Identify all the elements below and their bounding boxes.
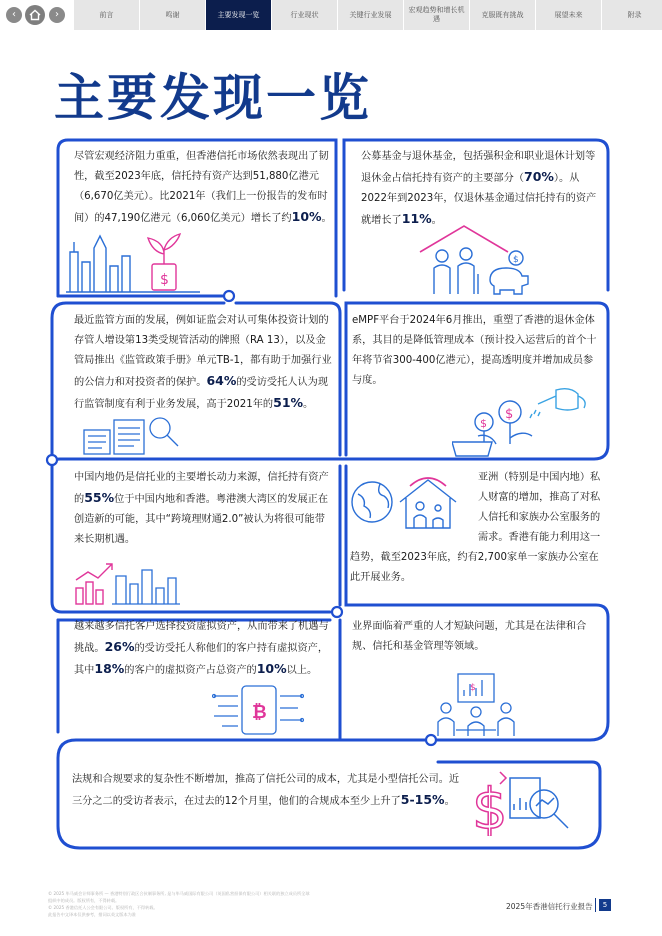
finding-talent-shortage — [352, 617, 602, 657]
bitcoin-phone-circuit-icon — [212, 684, 304, 736]
finding-1-highlight: 10% — [291, 209, 322, 224]
finding-5-highlight: 55% — [84, 490, 115, 505]
city-plant-money-icon — [64, 228, 204, 294]
finding-7-text-b: 的受访受托人称他们的客户持有虚拟资产，其中 — [74, 643, 329, 676]
money-plant-watering-icon — [452, 382, 592, 458]
finding-virtual-assets — [74, 617, 336, 681]
finding-9-text-b: 。 — [444, 796, 455, 807]
tab-key-findings[interactable]: 主要发现一览 — [206, 0, 271, 30]
svg-text:$: $ — [505, 407, 514, 422]
legal-line-3: © 2025 香港信托人公会有限公司。版权所有，不得转载。 — [48, 905, 158, 910]
page-number: 5 — [599, 899, 611, 911]
retirees-house-piggybank-icon — [418, 224, 548, 296]
finding-mainland-growth — [74, 468, 334, 550]
legal-line-4: 此报告中文译本仅供参考，措词以英文版本为准 — [48, 912, 136, 917]
page-title: 主要发现一览 — [54, 69, 372, 127]
svg-text:$: $ — [480, 417, 487, 430]
tab-challenges[interactable]: 克服既有挑战 — [470, 0, 535, 30]
finding-3-text-b: 的受访受托人认为现行监管制度有利于业务发展，高于2021年的 — [74, 377, 329, 410]
finding-7-text-c: 的客户的虚拟资产占总资产的 — [124, 665, 257, 676]
team-presentation-icon — [436, 672, 518, 740]
finding-retirement-funds — [361, 147, 599, 231]
legal-footnote — [48, 890, 408, 918]
finding-1-text: 尽管宏观经济阻力重重，但香港信托市场依然表现出了韧性，截至2023年底，信托持有资产达到51,880亿港元（6,670亿美元）。比2021年（我们上一份报告的发布时间）的47,190亿港元（6,060亿美元）增长了约 — [74, 151, 329, 224]
finding-8-text: 业界面临着严重的人才短缺问题，尤其是在法律和合规、信托和基金管理等领域。 — [352, 621, 587, 652]
finding-4-text: eMPF平台于2024年6月推出，重塑了香港的退休金体系，其目的是降低管理成本（预计投入运营后的首个十年将节省300-400亿港元），提高透明度并增加成员参与度。 — [352, 315, 597, 386]
tab-macro-trends[interactable]: 宏观趋势和增长机遇 — [404, 0, 469, 30]
finding-2-highlight-2: 11% — [401, 211, 432, 226]
finding-2-text-b: ）。从2022年到2023年，仅退休基金通过信托持有的资产就增长了 — [361, 173, 597, 226]
growth-chart-city-icon — [72, 558, 184, 606]
finding-empf-platform — [352, 311, 602, 391]
finding-9-highlight: 5-15% — [400, 792, 445, 807]
finding-compliance-costs — [72, 770, 462, 812]
finding-3-text-c: 。 — [303, 399, 314, 410]
tab-industry-status[interactable]: 行业现状 — [272, 0, 337, 30]
svg-text:$: $ — [470, 683, 476, 693]
connector-dot — [224, 291, 234, 301]
finding-5-text-b: 位于中国内地和香港。粤港澳大湾区的发展正在创造新的可能，其中“跨境理财通2.0”被认为将很可能带来长期机遇。 — [74, 494, 329, 545]
finding-regulatory-developments — [74, 311, 332, 415]
tab-key-developments[interactable]: 关键行业发展 — [338, 0, 403, 30]
report-name: 2025年香港信托行业报告 — [506, 902, 593, 911]
connector-dot — [426, 735, 436, 745]
finding-1-text-end: 。 — [321, 213, 332, 224]
tab-acknowledgements[interactable]: 鸣谢 — [140, 0, 205, 30]
finding-9-text: 法规和合规要求的复杂性不断增加，推高了信托公司的成本，尤其是小型信托公司。近三分之二的受访者表示，在过去的12个月里，他们的合规成本至少上升了 — [72, 774, 460, 807]
svg-text:$: $ — [160, 272, 169, 288]
forward-arrow-icon[interactable]: › — [49, 7, 65, 23]
finding-3-highlight-1: 64% — [206, 373, 237, 388]
legal-line-1: © 2025 毕马威会计师事务所 — 香港特别行政区合伙制事务所, 是与毕马威国际有限公司（英国私营担保有限公司）相关联的独立成员所全球 — [48, 891, 310, 896]
finding-2-text: 公募基金与退休基金，包括强积金和职业退休计划等退休金占信托持有资产的主要部分（ — [361, 151, 596, 184]
finding-3-text: 最近监管方面的发展，例如证监会对认可集体投资计划的存管人增设第13类受规管活动的牌照（RA 13），以及金管局推出《监管政策手册》单元TB-1，都有助于加强行业的公信力和对投资者的保护。 — [74, 315, 332, 388]
regulation-documents-icon — [82, 412, 182, 456]
connector-dot — [47, 455, 57, 465]
svg-text:$: $ — [513, 255, 519, 265]
tab-outlook[interactable]: 展望未来 — [536, 0, 601, 30]
connector-dot — [332, 607, 342, 617]
finding-2-text-c: 。 — [431, 215, 442, 226]
finding-7-highlight-1: 26% — [104, 639, 135, 654]
finding-7-highlight-3: 10% — [256, 661, 287, 676]
legal-line-2: 组织中的成员。版权所有，不得转载。 — [48, 898, 120, 903]
finding-7-text: 越来越多信托客户选择投资虚拟资产，从而带来了机遇与挑战。 — [74, 621, 329, 654]
tab-preface[interactable]: 前言 — [74, 0, 139, 30]
finding-3-highlight-2: 51% — [273, 395, 304, 410]
footer-divider — [595, 898, 596, 912]
finding-2-highlight-1: 70% — [524, 169, 554, 184]
finding-hk-trust-assets — [74, 147, 332, 229]
back-arrow-icon[interactable]: ‹ — [6, 7, 22, 23]
dollar-magnifier-icon — [470, 770, 574, 836]
finding-5-text: 中国内地仍是信托业的主要增长动力来源，信托持有资产的 — [74, 472, 329, 505]
tab-appendix[interactable]: 附录 — [602, 0, 662, 30]
finding-7-text-d: 以上。 — [286, 665, 318, 676]
svg-text:₿: ₿ — [252, 702, 267, 723]
finding-6-text: 亚洲（特别是中国内地）私人财富的增加，推高了对私人信托和家族办公室服务的需求。香港有能力利用这一趋势，截至2023年底，约有2,700家单一家族办公室在此开展业务。 — [350, 472, 601, 583]
globe-family-house-icon — [350, 472, 466, 530]
svg-text:$: $ — [472, 777, 508, 836]
finding-7-highlight-2: 18% — [94, 661, 125, 676]
